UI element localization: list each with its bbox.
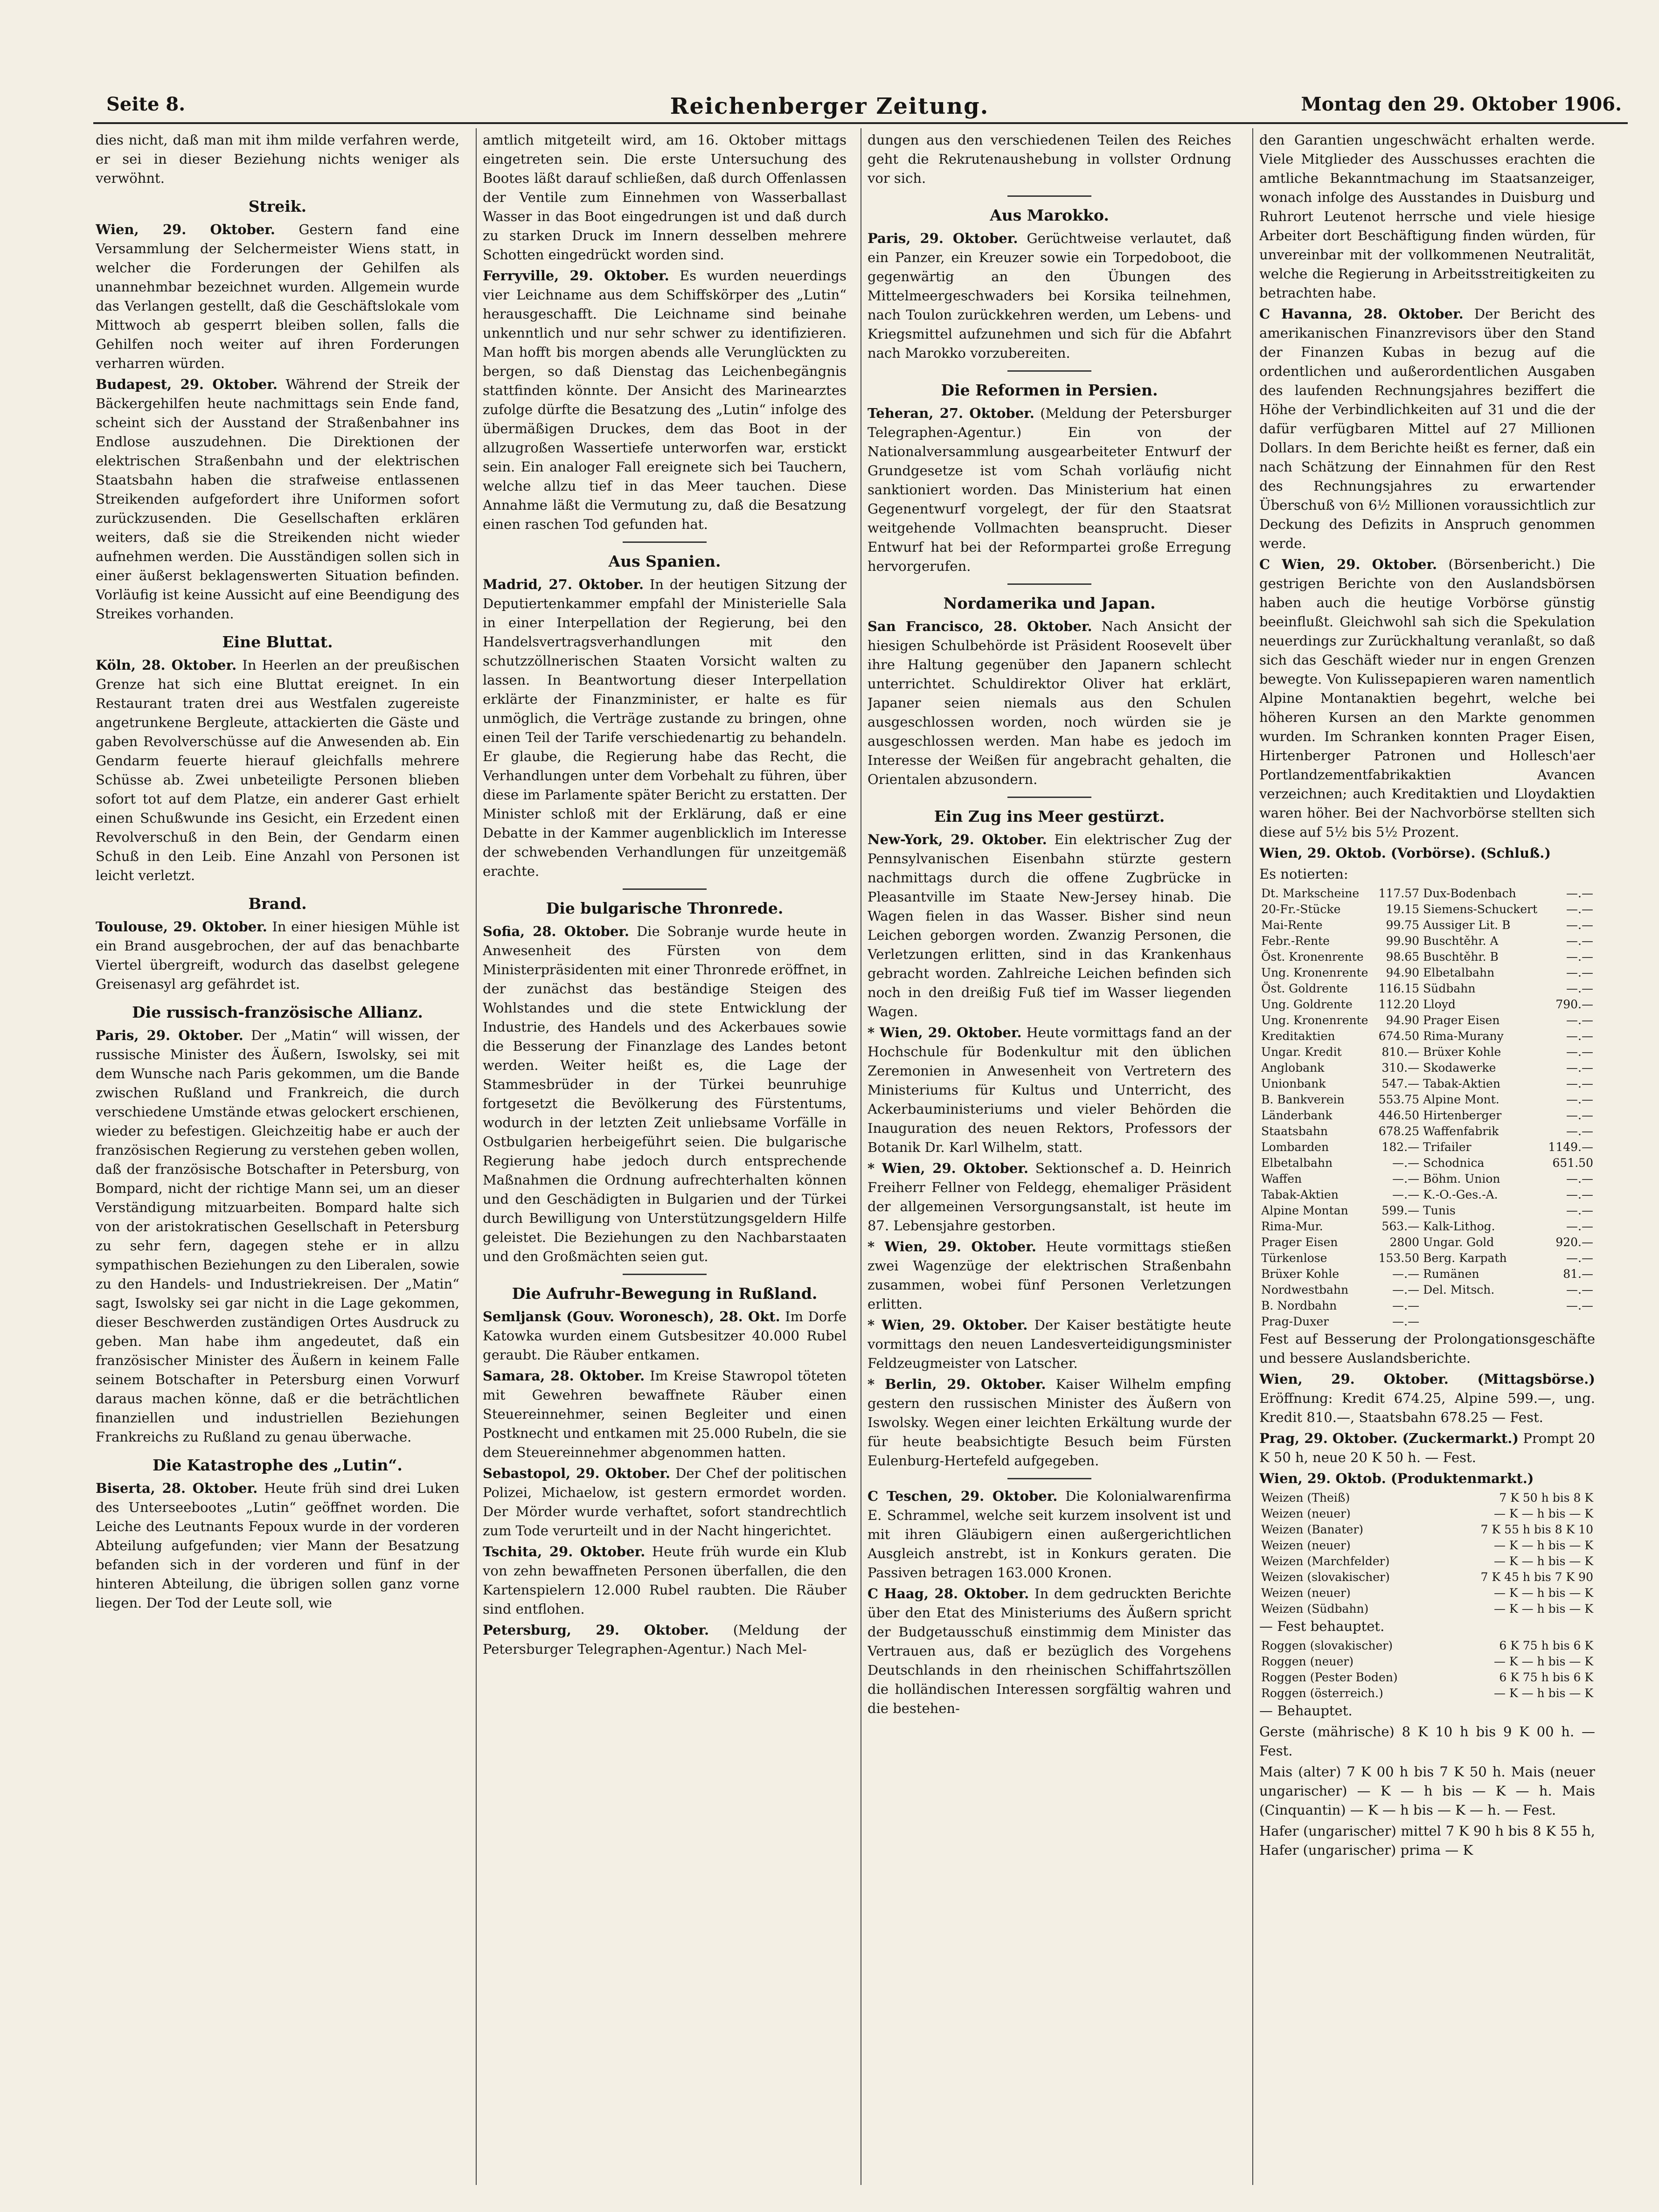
dateline: * Berlin, 29. Oktober. [868,1376,1046,1392]
table-row [1259,1092,1595,1108]
article-paragraph: Biserta, 28. Oktober. Heute früh sind drei Luken des Unterseebootes „Lutin“ geöffnet worden. Die Leiche des Leutnants Fepoux wurde in der vorderen Abteilung aufgefunden; vier Mann der Besatzung befanden sich in der vorderen und fünf in der hinteren Abteilung, die übrigen sollen ganz vorne liegen. Der Tod der Leute soll, wie [96,1480,459,1611]
table-cell: 20-Fr.-Stücke [1261,902,1341,916]
column-2 [483,131,847,2192]
table-cell: Prager Eisen [1261,1235,1338,1249]
table-row [1259,1123,1595,1139]
table-cell: Prager Eisen [1423,1013,1500,1027]
table-cell: —.— [1566,1188,1593,1201]
article-paragraph: Petersburg, 29. Oktober. (Meldung der Petersburger Telegraphen-Agentur.) Nach Mel- [483,1622,847,1657]
dateline: C Havanna, 28. Oktober. [1259,306,1464,322]
column-4 [1259,131,1595,2192]
table-cell: —.— [1566,1045,1593,1059]
table-cell: —.— [1566,1299,1593,1312]
headline-japan: Nordamerika und Japan. [943,594,1156,612]
section-rule [623,888,707,890]
table-cell: Weizen (slovakischer) [1261,1570,1390,1584]
headline-allianz: Die russisch-französische Allianz. [132,1003,423,1021]
table-cell: Weizen (Theiß) [1261,1491,1350,1505]
table-cell: K.-O.-Ges.-A. [1423,1188,1498,1201]
section-rule [623,1274,707,1275]
article-paragraph: * Wien, 29. Oktober. Heute vormittags fand an der Hochschule für Bodenkultur mit den üblichen Zeremonien in Anwesenheit von Vertretern des Ministeriums für Kultus und Unterricht, des Ackerbauministeriums und vieler Behörden die Inauguration des neuen Rektors, Professors der Botanik Dr. Karl Wilhelm, statt. [868,1025,1231,1155]
table-cell: —.— [1566,887,1593,900]
table-cell: Buschtěhr. B [1423,950,1499,964]
dateline: Paris, 29. Oktober. [868,230,1018,246]
market-note: Gerste (mährische) 8 K 10 h bis 9 K 00 h. — Fest. [1259,1724,1595,1759]
article-paragraph: Toulouse, 29. Oktober. In einer hiesigen Mühle ist ein Brand ausgebrochen, der auf das benachbarte Viertel übergreift, wodurch das daselbst gelegene Greisenasyl arg gefährdet ist. [96,919,459,992]
table-cell: Lloyd [1423,998,1456,1011]
header-rule [93,122,1628,124]
table-cell: —.— [1566,934,1593,948]
table-cell: 153.50 [1378,1251,1420,1265]
article-paragraph: Prag, 29. Oktober. (Zuckermarkt.) Prompt 20 K 50 h, neue 20 K 50 h. — Fest. [1259,1430,1595,1465]
table-row [1259,965,1595,981]
table-row [1259,1522,1595,1538]
table-row [1259,981,1595,997]
table-cell: 674.50 [1378,1029,1420,1043]
table-row [1259,1060,1595,1076]
dateline: Teheran, 27. Oktober. [868,405,1034,421]
table-cell: 920.— [1555,1235,1593,1249]
table-cell: —.— [1566,1251,1593,1265]
article-paragraph: Sebastopol, 29. Oktober. Der Chef der politischen Polizei, Michaelow, ist gestern ermordet worden. Der Mörder wurde verhaftet, sofort standrechtlich zum Tode verurteilt und in der Nacht hingerichtet. [483,1465,847,1539]
table-cell: 563.— [1381,1220,1420,1233]
table-cell: Ung. Goldrente [1261,998,1353,1011]
table-cell [1421,1298,1544,1314]
dateline: * Wien, 29. Oktober. [868,1239,1036,1255]
table-cell: 94.90 [1386,1013,1420,1027]
table-cell: Ung. Kronenrente [1261,966,1368,979]
article-paragraph: C Teschen, 29. Oktober. Die Kolonialwarenfirma E. Schrammel, welche seit kurzem insolvent ist und mit ihren Gläubigern einen außergerichtlichen Ausgleich anstrebt, ist in Konkurs geraten. Die Passiven betragen 163.000 Kronen. [868,1488,1231,1581]
dateline: * Wien, 29. Oktober. [868,1160,1028,1176]
boerse-heading: Wien, 29. Oktob. (Vorbörse). (Schluß.) [1259,845,1551,861]
headline-brand: Brand. [248,895,307,913]
table-cell: Tabak-Aktien [1423,1077,1500,1090]
table-cell: 810.— [1381,1045,1420,1059]
table-row [1259,1314,1595,1330]
table-cell: Kalk-Lithog. [1423,1220,1495,1233]
dateline: Semljansk (Gouv. Woronesch), 28. Okt. [483,1309,780,1324]
table-cell: Brüxer Kohle [1261,1267,1340,1281]
table-cell: Weizen (neuer) [1261,1539,1351,1552]
headline-lutin: Die Katastrophe des „Lutin“. [153,1456,403,1474]
table-cell: Roggen (österreich.) [1261,1686,1383,1700]
table-cell: 790.— [1555,998,1593,1011]
article-continuation: den Garantien ungeschwächt erhalten werde. Viele Mitglieder des Ausschusses erachten die amtliche Bekanntmachung im Staatsanzeiger, wonach infolge des Ausstandes in Duisburg und Ruhrort Leutenot herrsche und viele hiesige Arbeiter dort Beschäftigung finden würden, für unvereinbar mit der vollkommenen Neutralität, welche die Regierung in Arbeitsstreitigkeiten zu betrachten habe. [1259,132,1595,301]
table-cell: Ung. Kronenrente [1261,1013,1368,1027]
dateline: C Wien, 29. Oktober. [1259,556,1437,572]
table-cell: 599.— [1381,1204,1420,1217]
table-cell: Buschtěhr. A [1423,934,1499,948]
article-paragraph: Köln, 28. Oktober. In Heerlen an der preußischen Grenze hat sich eine Bluttat ereignet. In ein Restaurant traten drei aus Westfalen zugereiste angetrunkene Bergleute, attackierten die Gäste und gaben Revolverschüsse auf die Anwesenden ab. Ein Gendarm feuerte hierauf gleichfalls mehrere Schüsse ab. Zwei unbeteiligte Personen blieben sofort tot auf dem Platze, ein anderer Gast erhielt einen Schußwunde ins Gesicht, ein Erzedent einen Revolverschuß in den Bein, der Gendarm einen Schuß in den Leib. Eine Anzahl von Personen ist leicht verletzt. [96,657,459,883]
dateline: C Teschen, 29. Oktober. [868,1488,1058,1504]
stock-quotes-table [1259,886,1595,1330]
table-row [1259,1028,1595,1044]
article-paragraph: * Wien, 29. Oktober. Heute vormittags stießen zwei Wagenzüge der elektrischen Straßenbahn zusammen, wobei fünf Personen Verletzungen erlitten. [868,1239,1231,1312]
table-cell: —.— [1392,1315,1420,1328]
table-row [1259,1234,1595,1250]
table-cell: —.— [1392,1156,1420,1170]
table-cell: Anglobank [1261,1061,1325,1075]
boerse-note: Fest auf Besserung der Prolongationsgeschäfte und bessere Auslandsberichte. [1259,1331,1595,1366]
table-cell: Weizen (neuer) [1261,1586,1351,1600]
table-cell: —.— [1566,1124,1593,1138]
section-rule [1007,370,1091,372]
table-row [1259,1076,1595,1092]
headline-bluttat: Eine Bluttat. [222,633,333,651]
produktenmarkt-heading: Wien, 29. Oktob. (Produktenmarkt.) [1259,1470,1534,1486]
dateline: Paris, 29. Oktober. [96,1027,243,1043]
table-cell: Ungar. Kredit [1261,1045,1342,1059]
dateline: C Haag, 28. Oktober. [868,1586,1029,1602]
table-cell: Schodnica [1423,1156,1485,1170]
table-row [1259,1506,1595,1522]
table-cell: Trifailer [1423,1140,1472,1154]
dateline: New-York, 29. Oktober. [868,832,1047,847]
table-row [1259,917,1595,933]
table-cell: Rumänen [1423,1267,1479,1281]
table-row [1259,1538,1595,1553]
table-cell: — K — h bis — K [1494,1655,1593,1668]
table-cell: Rima-Mur. [1261,1220,1323,1233]
table-cell: —.— [1392,1283,1420,1297]
dateline: Samara, 28. Oktober. [483,1368,645,1384]
table-cell: —.— [1392,1299,1420,1312]
table-cell: —.— [1392,1172,1420,1186]
table-cell: — K — h bis — K [1494,1686,1593,1700]
page-number: Seite 8. [106,93,186,115]
table-cell: Böhm. Union [1423,1172,1500,1186]
table-cell: 19.15 [1386,902,1420,916]
dateline: Köln, 28. Oktober. [96,657,237,673]
table-cell: —.— [1566,1061,1593,1075]
table-cell: Elbetalbahn [1423,966,1495,979]
table-cell: Weizen (neuer) [1261,1507,1351,1520]
table-cell: 117.57 [1378,887,1420,900]
table-cell: —.— [1566,1077,1593,1090]
dateline: Budapest, 29. Oktober. [96,376,278,392]
table-cell: Aussiger Lit. B [1423,918,1511,932]
article-paragraph: Paris, 29. Oktober. Der „Matin“ will wissen, der russische Minister des Äußern, Iswolsky, sei mit dem Wunsche nach Paris gekommen, um die Bande zwischen Rußland und Frankreich, die durch verschiedene Umstände etwas gelockert erschienen, wieder zu befestigen. Gleichzeitig habe er auch der französischen Regierung zu verstehen geben wollen, daß der französische Botschafter in Petersburg, von Bompard, nicht der richtige Mann sei, um an dieser Verständigung mitzuarbeiten. Bompard halte sich von der aristokratischen Gesellschaft in Petersburg zu sehr fern, dagegen stehe er in allzu sympathischen Beziehungen zu den Liberalen, sowie zu den Handels- und Industriekreisen. Der „Matin“ sagt, Iswolsky sei gar nicht in die Lage gekommen, dieser Beschwerden zuständigen Ortes Ausdruck zu geben. Man habe ihm angedeutet, daß ein französischer Minister des Äußern in keinem Falle seinem Botschafter in Petersburg einen Vorwurf daraus machen könne, daß er die beträchtlichen finanziellen und industriellen Beziehungen Frankreichs zu Rußland zu genau überwache. [96,1027,459,1445]
table-row [1259,901,1595,917]
table-cell: —.— [1566,1109,1593,1122]
article-paragraph: C Wien, 29. Oktober. (Börsenbericht.) Die gestrigen Berichte von den Auslandsbörsen haben auch die heutige Vorbörse günstig beeinflußt. Gleichwohl sah sich die Spekulation neuerdings zur Zurückhaltung veranlaßt, so daß sich das Geschäft wieder nur in engen Grenzen bewegte. Von Kulissepapieren waren namentlich Alpine Montanaktien begehrt, welche bei höheren Kursen an den Markte genommen wurden. Im Schranken konnten Prager Eisen, Hirtenberger Patronen und Hollesch'aer Portlandzementfabrikaktien Avancen verzeichnen; auch Kreditaktien und Lloydaktien waren höher. Bei der Nachvorbörse stellten sich diese auf 5½ bis 5½ Prozent. [1259,556,1595,840]
table-cell: B. Bankverein [1261,1093,1345,1106]
table-cell: —.— [1566,950,1593,964]
table-row [1259,1108,1595,1123]
article-paragraph: Budapest, 29. Oktober. Während der Streik der Bäckergehilfen heute nachmittags sein Ende fand, scheint sich der Ausstand der Straßenbahner ins Endlose auszudehnen. Die Direktionen der elektrischen Straßenbahn und der elektrischen Staatsbahn haben die strafweise entlassenen Streikenden aufgefordert ihre Uniformen sofort zurückzusenden. Die Gesellschaften erklären weiters, daß sie die Streikenden nicht wieder aufnehmen werden. Die Ausständigen sollen sich in einer äußerst beklagenswerten Situation befinden. Vorläufig ist keine Aussicht auf eine Beendigung des Streikes vorhanden. [96,376,459,622]
table-cell: Alpine Montan [1261,1204,1348,1217]
article-paragraph: San Francisco, 28. Oktober. Nach Ansicht der hiesigen Schulbehörde ist Präsident Roosevelt über ihre Haltung gegenüber den Japanern schlecht unterrichtet. Schuldirektor Oliver hat erklärt, Japaner seien niemals aus den Schulen ausgeschlossen worden, noch würden sie je ausgeschlossen werden. Man habe es jedoch im Interesse der Weißen für angebracht gehalten, die Orientalen abzusondern. [868,618,1231,787]
table-cell: 99.75 [1386,918,1420,932]
table-cell: Lombarden [1261,1140,1329,1154]
table-row [1259,1171,1595,1187]
article-paragraph: Wien, 29. Oktober. Gestern fand eine Versammlung der Selchermeister Wiens statt, in welcher die Forderungen der Gehilfen als unannehmbar bezeichnet wurden. Allgemein wurde das Verlangen gestellt, daß die Geschäftslokale vom Mittwoch ab gesperrt bleiben sollen, falls die Gehilfen noch weiter auf ihren Forderungen verharren würden. [96,222,459,371]
rye-prices-table [1259,1638,1595,1701]
table-cell: 94.90 [1386,966,1420,979]
article-paragraph: * Wien, 29. Oktober. Sektionschef a. D. Heinrich Freiherr Fellner von Feldegg, ehemaliger Präsident der allgemeinen Versorgungsanstalt, ist heute im 87. Lebensjahre gestorben. [868,1160,1231,1234]
table-cell: 6 K 75 h bis 6 K [1499,1671,1593,1684]
table-cell: Hirtenberger [1423,1109,1502,1122]
table-row [1259,1250,1595,1266]
table-cell: Prag-Duxer [1261,1315,1329,1328]
table-row [1259,1266,1595,1282]
dateline: Biserta, 28. Oktober. [96,1480,258,1496]
table-cell: Roggen (Pester Boden) [1261,1671,1398,1684]
table-cell: 6 K 75 h bis 6 K [1499,1639,1593,1652]
article-continuation: dies nicht, daß man mit ihm milde verfahren werde, er sei in dieser Beziehung nichts weniger als verwöhnt. [96,132,459,186]
dateline: * Wien, 29. Oktober. [868,1317,1028,1333]
column-1 [96,131,459,2192]
article-paragraph: Tschita, 29. Oktober. Heute früh wurde ein Klub von zehn bewaffneten Personen überfallen, die den Kartenspielern 12.000 Rubel raubten. Die Räuber sind entflohen. [483,1544,847,1617]
table-cell: Tunis [1423,1204,1456,1217]
table-row [1259,1490,1595,1506]
table-cell: Alpine Mont. [1423,1093,1499,1106]
article-paragraph: Semljansk (Gouv. Woronesch), 28. Okt. Im Dorfe Katowka wurden einem Gutsbesitzer 40.000 Rubel geraubt. Die Räuber entkamen. [483,1309,847,1363]
table-cell [1421,1314,1544,1330]
table-cell: —.— [1566,1204,1593,1217]
table-cell: Del. Mitsch. [1423,1283,1495,1297]
table-row [1259,1654,1595,1670]
table-row [1259,949,1595,965]
newspaper-title: Reichenberger Zeitung. [670,93,989,119]
table-cell: 1149.— [1548,1140,1593,1154]
article-paragraph: C Haag, 28. Oktober. In dem gedruckten Berichte über den Etat des Ministeriums des Äußern spricht der Budgetausschuß einstimmig dem Minister das Vertrauen aus, daß er bezüglich des Vorgehens Deutschlands in den rheinischen Schiffahrtszöllen die holländischen Interessen sorgfältig wahren und die bestehen- [868,1586,1231,1716]
table-row [1259,1298,1595,1314]
section-rule [1007,195,1091,197]
boerse-subheading: Es notierten: [1259,866,1348,882]
article-continuation: dungen aus den verschiedenen Teilen des Reiches geht die Rekrutenaushebung in vollster Ordnung vor sich. [868,132,1231,186]
table-cell: — K — h bis — K [1494,1602,1593,1616]
table-cell: Roggen (neuer) [1261,1655,1354,1668]
table-cell: 2800 [1389,1235,1420,1249]
table-cell: Berg. Karpath [1423,1251,1507,1265]
table-cell: Staatsbahn [1261,1124,1328,1138]
table-cell: 553.75 [1378,1093,1420,1106]
table-row [1259,1282,1595,1298]
dateline: Wien, 29. Oktober. (Mittagsbörse.) [1259,1371,1595,1387]
table-cell: 98.65 [1386,950,1420,964]
article-paragraph: Ferryville, 29. Oktober. Es wurden neuerdings vier Leichname aus dem Schiffskörper des „Lutin“ herausgeschafft. Die Leichname sind beinahe unkenntlich und nur sehr schwer zu identifizieren. Man hofft bis morgen abends alle Verunglückten zu bergen, so daß Dienstag das Leichenbegängnis stattfinden könnte. Der Ansicht des Marinearztes zufolge dürfte die Besatzung des „Lutin“ infolge des übermäßigen Druckes, dem das Boot in der allzugroßen Wassertiefe unterworfen war, erstickt sein. Ein analoger Fall ereignete sich bei Tauchern, welche allzu tief in das Meer tauchen. Diese Annahme läßt die Vermutung zu, daß die Besatzung einen raschen Tod gefunden hat. [483,268,847,532]
article-paragraph: Samara, 28. Oktober. Im Kreise Stawropol töteten mit Gewehren bewaffnete Räuber einen Steuereinnehmer, seinen Begleiter und einen Postknecht und entkamen mit 25.000 Rubeln, die sie dem Steuereinnehmer abgenommen hatten. [483,1368,847,1460]
table-cell: Weizen (Banater) [1261,1523,1364,1536]
table-cell: —.— [1566,918,1593,932]
table-cell: — K — h bis — K [1494,1554,1593,1568]
section-rule [1007,797,1091,798]
table-cell: 81.— [1563,1267,1593,1281]
table-cell: Febr.-Rente [1261,934,1330,948]
table-cell: Tabak-Aktien [1261,1188,1339,1201]
article-paragraph: Paris, 29. Oktober. Gerüchtweise verlautet, daß ein Panzer, ein Kreuzer sowie ein Torpedoboot, die gegenwärtig an den Übungen des Mittelmeergeschwaders bei Korsika teilnehmen, nach Toulon zurückkehren werden, um Lebens- und Kriegsmittel aufzunehmen und sich für die Abfahrt nach Marokko vorzubereiten. [868,230,1231,361]
table-cell: Dux-Bodenbach [1423,887,1516,900]
table-cell: Mai-Rente [1261,918,1323,932]
market-note: — Behauptet. [1259,1703,1353,1719]
table-cell: —.— [1566,1283,1593,1297]
article-paragraph: Madrid, 27. Oktober. In der heutigen Sitzung der Deputiertenkammer empfahl der Ministerielle Sala in einer Interpellation der Regierung, bei den Handelsvertragsverhandlungen mit den schutzzöllnerischen Staaten Vorsicht walten zu lassen. In Beantwortung dieser Interpellation erklärte der Finanzminister, er halte es für unmöglich, die Verträge zustande zu bringen, ohne einen Teil der Tarife verschiedenartig zu behandeln. Er glaube, die Regierung habe das Recht, die Verhandlungen unter dem Vorbehalt zu führen, über diese im Parlamente später Bericht zu erstatten. Der Minister schloß mit der Erklärung, daß er eine Debatte in der Kammer augenblicklich im Interesse der schwebenden Verhandlungen für unzeitgemäß erachte. [483,576,847,879]
table-row [1259,1685,1595,1701]
table-row [1259,1569,1595,1585]
market-note: Mais (alter) 7 K 00 h bis 7 K 50 h. Mais (neuer ungarischer) — K — h bis — K — h. Mais (Cinquantin) — K — h bis — K — h. — Fest. [1259,1764,1595,1818]
table-row [1259,1203,1595,1219]
table-cell: 547.— [1381,1077,1420,1090]
table-row [1259,1585,1595,1601]
table-row [1259,933,1595,949]
dateline: Sofia, 28. Oktober. [483,923,630,939]
table-cell: Ungar. Gold [1423,1235,1494,1249]
table-cell: —.— [1566,1220,1593,1233]
section-rule [1007,1478,1091,1479]
dateline: Sebastopol, 29. Oktober. [483,1465,671,1481]
article-paragraph: New-York, 29. Oktober. Ein elektrischer Zug der Pennsylvanischen Eisenbahn stürzte gestern nachmittags durch die offene Zugbrücke in Pleasantville im Staate New-Jersey hinab. Die Wagen fielen in das Wasser. Bisher sind neun Leichen geborgen worden. Zwanzig Personen, die Verletzungen erlitten, sind in das Krankenhaus gebracht worden. Zahlreiche Leichen befinden sich noch in den dreißig Fuß tief im Wasser liegenden Wagen. [868,832,1231,1019]
dateline: Prag, 29. Oktober. (Zuckermarkt.) [1259,1430,1519,1446]
table-cell: Brüxer Kohle [1423,1045,1501,1059]
column-3 [868,131,1231,2192]
dateline: Petersburg, 29. Oktober. [483,1622,709,1638]
dateline: Madrid, 27. Oktober. [483,576,644,592]
table-cell: Waffen [1261,1172,1302,1186]
table-cell: Waffenfabrik [1423,1124,1499,1138]
table-cell: 678.25 [1378,1124,1420,1138]
table-cell: — K — h bis — K [1494,1586,1593,1600]
table-cell: 7 K 55 h bis 8 K 10 [1480,1523,1593,1536]
headline-russland: Die Aufruhr-Bewegung in Rußland. [512,1284,818,1303]
table-cell: Elbetalbahn [1261,1156,1333,1170]
table-cell: 310.— [1381,1061,1420,1075]
table-row [1259,1553,1595,1569]
article-paragraph: C Havanna, 28. Oktober. Der Bericht des amerikanischen Finanzrevisors über den Stand der Finanzen Kubas in bezug auf die ordentlichen und außerordentlichen Ausgaben des laufenden Rechnungsjahres beziffert die Höhe der Verbindlichkeiten auf 31 und die der dafür verfügbaren Mittel auf 27 Millionen Dollars. In dem Berichte heißt es ferner, daß ein nach Schätzung der Einnahmen für den Rest des Rechnungsjahres zu erwartender Überschuß von 6½ Millionen voraussichtlich zur Deckung des Defizits in Anspruch genommen werde. [1259,306,1595,551]
table-cell: —.— [1566,982,1593,995]
table-row [1259,997,1595,1012]
table-cell: Kreditaktien [1261,1029,1335,1043]
table-row [1259,1187,1595,1203]
grain-prices-table [1259,1490,1595,1617]
table-cell: 182.— [1381,1140,1420,1154]
market-note: Hafer (ungarischer) mittel 7 K 90 h bis 8 K 55 h, Hafer (ungarischer) prima — K [1259,1823,1595,1858]
table-row [1259,1012,1595,1028]
table-row [1259,1155,1595,1171]
column-rule [1252,128,1253,2185]
table-cell: 112.20 [1378,998,1420,1011]
table-cell: Türkenlose [1261,1251,1327,1265]
headline-marokko: Aus Marokko. [990,206,1109,224]
dateline: Toulouse, 29. Oktober. [96,919,267,935]
table-cell: Öst. Goldrente [1261,982,1348,995]
table-cell: — K — h bis — K [1494,1539,1593,1552]
headline-persien: Die Reformen in Persien. [941,381,1158,399]
headline-streik: Streik. [248,197,307,215]
table-cell: Siemens-Schuckert [1423,902,1538,916]
table-row [1259,1601,1595,1617]
table-cell: —.— [1566,966,1593,979]
table-cell: Unionbank [1261,1077,1326,1090]
table-cell: 446.50 [1378,1109,1420,1122]
table-cell: —.— [1566,902,1593,916]
table-cell: Südbahn [1423,982,1476,995]
table-row [1259,1219,1595,1234]
table-cell: B. Nordbahn [1261,1299,1337,1312]
table-cell: 99.90 [1386,934,1420,948]
article-paragraph: Sofia, 28. Oktober. Die Sobranje wurde heute in Anwesenheit des Fürsten von dem Ministerpräsidenten mit einer Thronrede eröffnet, in der zunächst das beständige Steigen des Wohlstandes und die stete Entwicklung der Industrie, des Handels und des Ackerbaues sowie die Besserung der Finanzlage des Landes betont werden. Weiter heißt es, die Lage der Stammesbrüder in der Türkei beunruhige fortgesetzt die Bevölkerung des Fürstentums, wodurch in der letzten Zeit unliebsame Vorfälle in Ostbulgarien herbeigeführt seien. Die bulgarische Regierung habe jedoch durch entsprechende Maßnahmen die Ordnung aufrechterhalten können und den Geschädigten in Bulgarien und der Türkei durch Bewilligung von Unterstützungsgeldern Hilfe geleistet. Die Beziehungen zu den Nachbarstaaten und den Großmächten seien gut. [483,923,847,1264]
section-rule [623,541,707,543]
table-row [1259,1044,1595,1060]
table-cell: —.— [1392,1188,1420,1201]
table-cell: 651.50 [1552,1156,1593,1170]
headline-spanien: Aus Spanien. [608,552,721,570]
table-cell: Nordwestbahn [1261,1283,1349,1297]
dateline: San Francisco, 28. Oktober. [868,618,1092,634]
market-note: — Fest behauptet. [1259,1618,1385,1634]
headline-zug: Ein Zug ins Meer gestürzt. [934,807,1165,825]
issue-date: Montag den 29. Oktober 1906. [1301,93,1622,115]
table-cell: 7 K 50 h bis 8 K [1499,1491,1593,1505]
article-paragraph: Teheran, 27. Oktober. (Meldung der Petersburger Telegraphen-Agentur.) Ein von der Nationalversammlung ausgearbeiteter Entwurf der Grundgesetze ist vom Schah vorläufig nicht sanktioniert worden. Das Ministerium hat einen Gegenentwurf vorgelegt, der für den Staatsrat weitgehende Vollmachten beansprucht. Dieser Entwurf hat bei der Reformpartei große Erregung hervorgerufen. [868,405,1231,574]
table-row [1259,886,1595,901]
table-cell: 7 K 45 h bis 7 K 90 [1480,1570,1593,1584]
dateline: * Wien, 29. Oktober. [868,1025,1022,1040]
table-cell: — K — h bis — K [1494,1507,1593,1520]
dateline: Wien, 29. Oktober. [96,222,276,237]
table-cell: —.— [1566,1172,1593,1186]
table-cell: Skodawerke [1423,1061,1496,1075]
article-paragraph: Wien, 29. Oktober. (Mittagsbörse.) Eröffnung: Kredit 674.25, Alpine 599.—, ung. Kredit 810.—, Staatsbahn 678.25 — Fest. [1259,1371,1595,1425]
table-row [1259,1670,1595,1685]
table-cell: Weizen (Südbahn) [1261,1602,1369,1616]
table-cell: Dt. Markscheine [1261,887,1360,900]
article-paragraph: * Berlin, 29. Oktober. Kaiser Wilhelm empfing gestern den russischen Minister des Äußern von Iswolsky. Wegen einer leichten Erkältung wurde der für heute beabsichtigte Besuch beim Fürsten Eulenburg-Hertefeld aufgegeben. [868,1376,1231,1469]
table-cell: Öst. Kronenrente [1261,950,1364,964]
article-continuation: amtlich mitgeteilt wird, am 16. Oktober mittags eingetreten sein. Die erste Untersuchung des Bootes läßt darauf schließen, daß durch Offenlassen der Ventile zum Einnehmen von Wasserballast Wasser in das Boot eingedrungen ist und daß durch zu starken Druck im Innern desselben mehrere Schotten eingedrückt worden sind. [483,132,847,263]
article-paragraph: * Wien, 29. Oktober. Der Kaiser bestätigte heute vormittags den neuen Landesverteidigungsminister Feldzeugmeister von Latscher. [868,1317,1231,1371]
dateline: Tschita, 29. Oktober. [483,1544,646,1560]
section-rule [1007,583,1091,585]
dateline: Ferryville, 29. Oktober. [483,268,669,284]
table-cell: Rima-Murany [1423,1029,1504,1043]
headline-thronrede: Die bulgarische Thronrede. [546,899,784,917]
table-cell: Länderbank [1261,1109,1333,1122]
table-cell [1544,1314,1595,1330]
table-cell: Weizen (Marchfelder) [1261,1554,1390,1568]
table-cell: —.— [1566,1029,1593,1043]
table-cell: —.— [1566,1013,1593,1027]
table-cell: Roggen (slovakischer) [1261,1639,1393,1652]
table-row [1259,1638,1595,1654]
table-row [1259,1139,1595,1155]
table-cell: —.— [1392,1267,1420,1281]
table-cell: —.— [1566,1093,1593,1106]
column-rule [476,128,477,2185]
table-cell: 116.15 [1378,982,1420,995]
